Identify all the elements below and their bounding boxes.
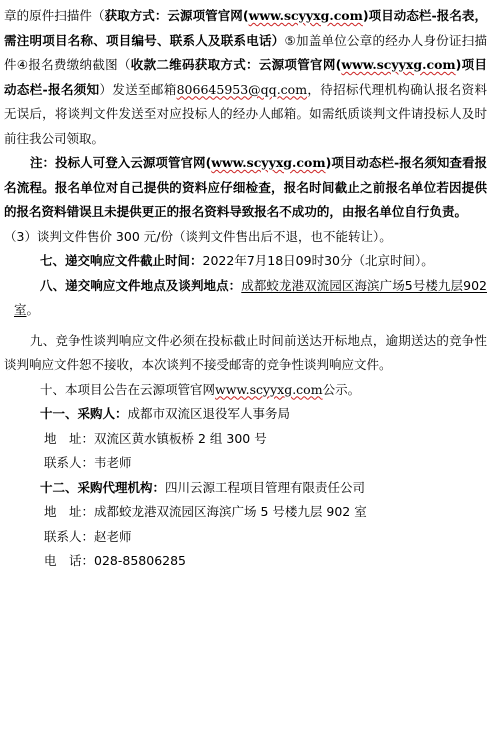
- purchaser-contact: 韦老师: [94, 455, 132, 470]
- section-7-label: 七、递交响应文件截止时间：: [40, 253, 203, 268]
- contact-label: 联系人：: [44, 455, 95, 470]
- section-7-deadline: [0, 249, 504, 274]
- purchaser-address-row: [0, 427, 504, 452]
- purchaser-contact-row: [0, 451, 504, 476]
- section-10-text: 十、本项目公告在云源项管官网: [40, 381, 216, 397]
- section-12-agency: [0, 476, 504, 501]
- section-9-rules: 九、竞争性谈判响应文件必须在投标截止时间前送达开标地点，逾期送达的竞争性谈判响应文件恕不接收，本次谈判不接受邮寄的竞争性谈判响应文件。: [4, 332, 487, 372]
- text-run: 章的原件扫描件（: [4, 8, 105, 23]
- paragraph-registration-materials: [0, 4, 504, 151]
- website-link[interactable]: www.scyyxg.com: [248, 8, 363, 23]
- section-12-label: 十二、采购代理机构：: [40, 479, 166, 495]
- agency-contact: 赵老师: [94, 528, 132, 544]
- email-address[interactable]: 806645953@qq.com: [176, 81, 308, 97]
- website-link[interactable]: www.scyyxg.com: [341, 57, 456, 72]
- section-8-location: [0, 274, 504, 323]
- document-price-text: （3）谈判文件售价 300 元/份（谈判文件售出后不退，也不能转让）。: [4, 228, 392, 244]
- section-10-notice: [0, 378, 504, 403]
- address-label: 地 址：: [44, 430, 95, 446]
- purchaser-address: 双流区黄水镇板桥 2 组 300 号: [94, 430, 267, 446]
- section-11-purchaser: [0, 402, 504, 427]
- text-run: ）发送至邮箱: [99, 81, 177, 97]
- section-7-value: 2022年7月18日09时30分（北京时间）。: [202, 253, 434, 268]
- agency-contact-row: [0, 525, 504, 550]
- text-run-bold: 收款二维码获取方式：云源项管官网(: [130, 57, 342, 72]
- agency-name: 四川云源工程项目管理有限责任公司: [165, 479, 366, 495]
- contact-label: 联系人：: [44, 528, 95, 544]
- agency-address: 成都蛟龙港双流园区海滨广场 5 号楼九层 902 室: [94, 504, 367, 519]
- agency-phone-row: [0, 549, 504, 574]
- section-8-address: 成都蛟龙港双流园区海滨广场5号楼九层902室: [14, 277, 487, 317]
- text-run: ⑤加盖单位公章的经办人身份证扫描件④报名费缴纳截图（: [4, 32, 487, 72]
- address-label: 地 址：: [44, 504, 95, 519]
- note-text: )项目动态栏-报名须知查看报名流程。报名单位对自己提供的资料应仔细检查，报名时间截止之前报名单位若因提供的报名资料错误且未提供更正的报名资料导致报名不成功的，由报名单位自行负责。: [4, 155, 487, 219]
- text-run-bold: )项目动态栏-报名表，需注明项目名称、项目编号、联系人及联系电话）: [4, 8, 487, 48]
- text-run-bold: 获取方式：云源项管官网(: [104, 8, 249, 23]
- purchaser-name: 成都市双流区退役军人事务局: [127, 406, 291, 421]
- section-8-tail: 。: [26, 302, 40, 317]
- agency-address-row: [0, 500, 504, 525]
- website-link[interactable]: www.scyyxg.com: [215, 381, 323, 397]
- text-run: ，待招标代理机构确认报名资料无误后，将谈判文件发送至对应投标人的经办人邮箱。如需纸质谈判文件请投标人及时前往我公司领取。: [4, 81, 487, 146]
- note-text: 注：投标人可登入云源项管官网(: [30, 155, 212, 170]
- section-11-label: 十一、采购人：: [40, 406, 128, 421]
- paragraph-note: [0, 151, 504, 249]
- website-link[interactable]: www.scyyxg.com: [211, 155, 326, 170]
- agency-phone: 028-85806285: [94, 553, 187, 568]
- text-run-bold: )项目动态栏-报名须知: [4, 57, 487, 97]
- section-10-text: 公示。: [322, 381, 361, 397]
- section-8-label: 八、递交响应文件地点及谈判地点：: [40, 277, 242, 293]
- phone-label: 电 话：: [44, 553, 95, 568]
